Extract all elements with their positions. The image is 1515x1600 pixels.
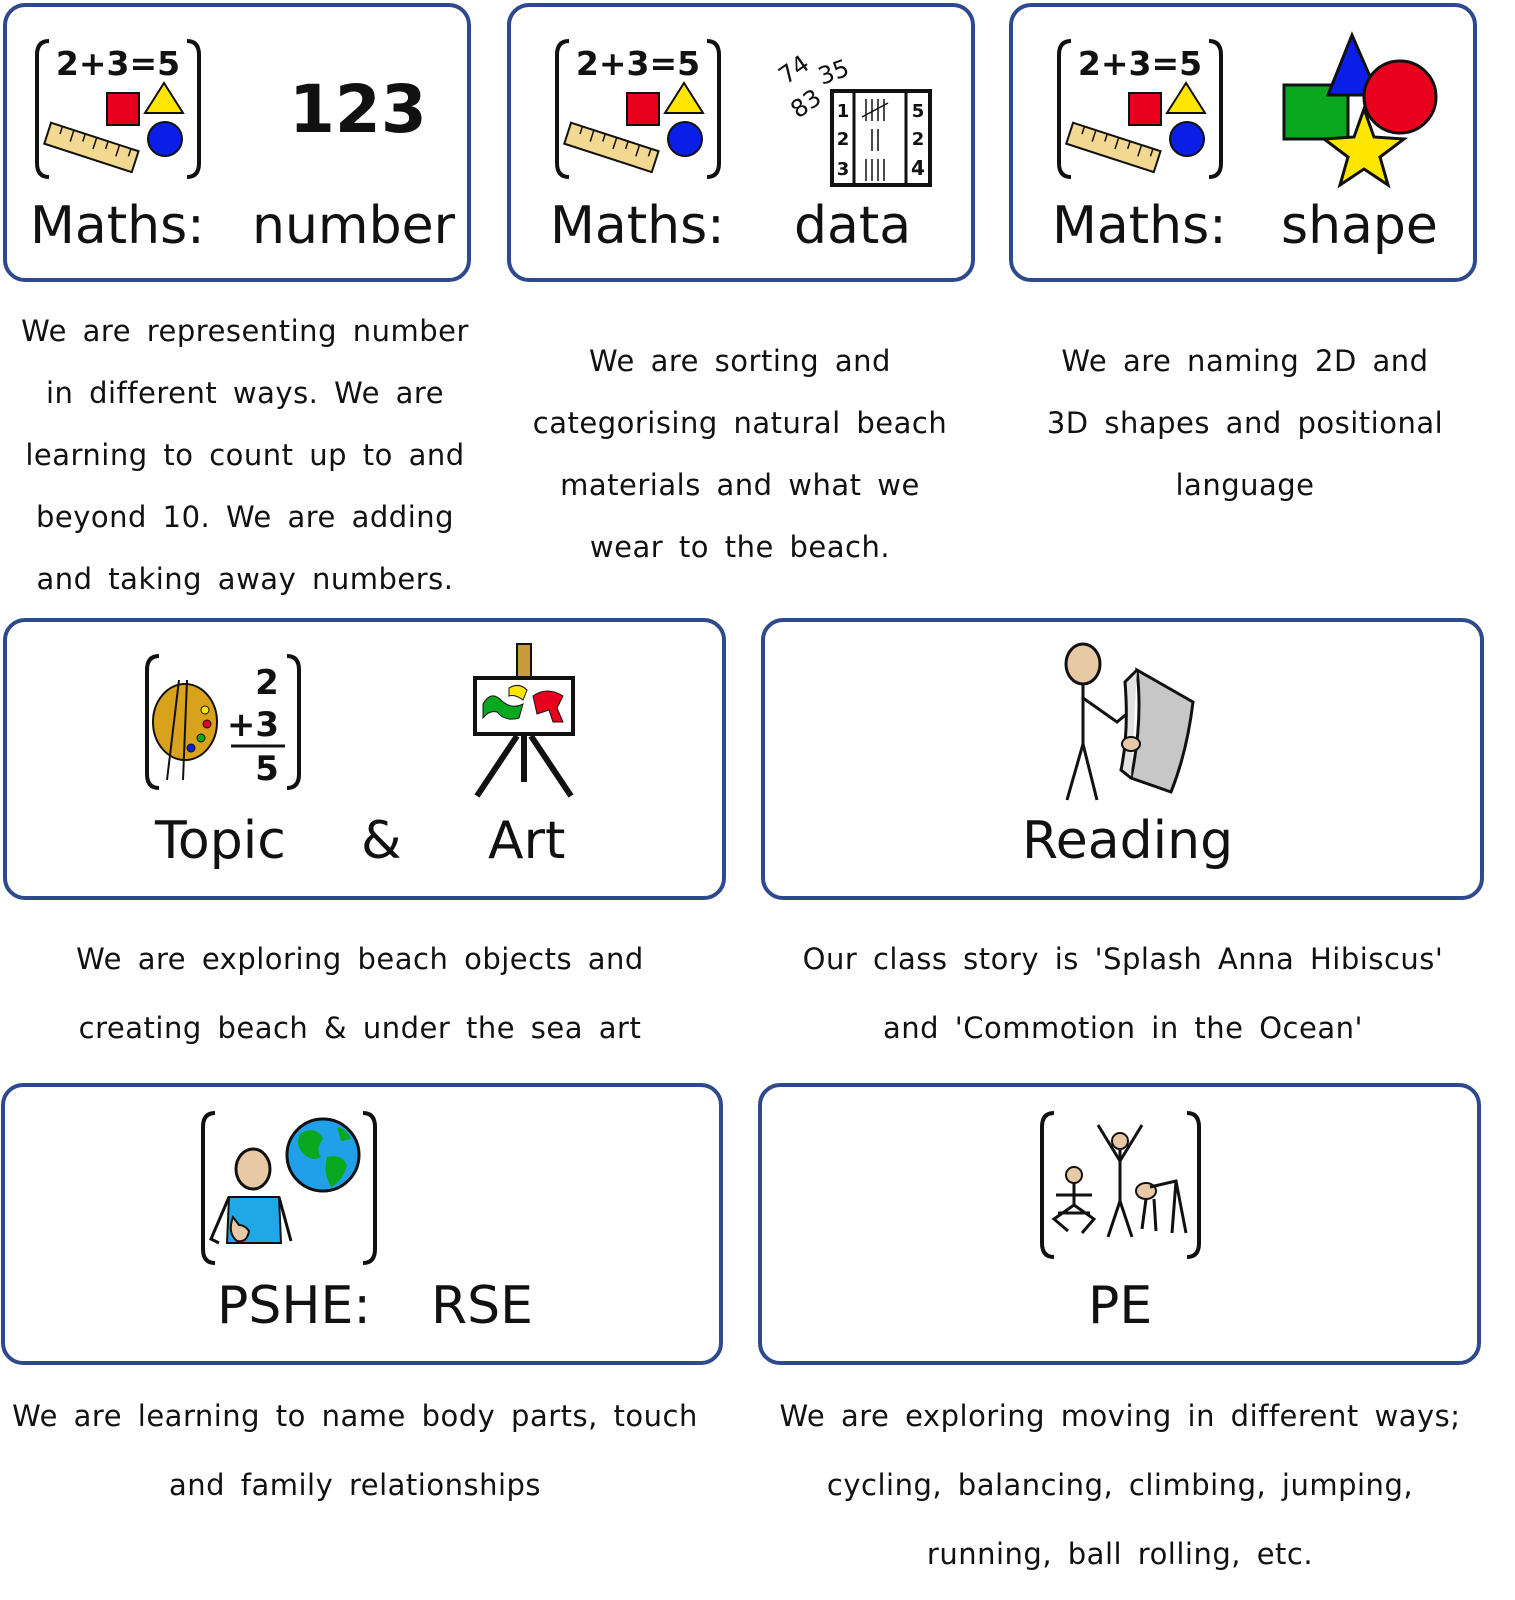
label-maths: Maths: — [30, 196, 205, 256]
description-line: wear to the beach. — [589, 530, 891, 564]
description-line: language — [1175, 468, 1315, 502]
scatter-number: 74 — [773, 49, 815, 90]
card-topic-art — [3, 618, 726, 900]
table-left-value: 2 — [836, 129, 850, 150]
description-line: learning to count up to and — [25, 438, 465, 472]
label-rse: RSE — [431, 1276, 533, 1336]
description-line: categorising natural beach — [532, 406, 948, 440]
maths-shape-description — [1005, 330, 1485, 516]
description-line: materials and what we — [560, 468, 920, 502]
pe-figures-icon — [1038, 1109, 1203, 1264]
maths-number-description — [5, 300, 485, 610]
label-art: Art — [488, 811, 566, 871]
sum-line: 5 — [255, 749, 279, 789]
label-pshe: PSHE: — [217, 1276, 371, 1336]
description-line: We are sorting and — [589, 344, 891, 378]
description-line: cycling, balancing, climbing, jumping, — [826, 1468, 1414, 1502]
shapes-icon — [1278, 29, 1448, 189]
maths-symbol-icon — [1055, 37, 1225, 187]
topic-symbol-icon — [143, 650, 303, 795]
label-shape: shape — [1281, 196, 1438, 256]
card-pshe-rse — [1, 1083, 723, 1365]
description-line: and 'Commotion in the Ocean' — [883, 1011, 1363, 1045]
table-right-value: 2 — [911, 129, 925, 150]
tally-chart-icon — [773, 47, 966, 192]
description-line: 3D shapes and positional — [1046, 406, 1444, 440]
description-line: beyond 10. We are adding — [35, 500, 455, 534]
table-right-value: 4 — [911, 156, 925, 180]
label-topic: Topic — [155, 811, 286, 871]
description-line: We are exploring moving in different ways; — [779, 1399, 1461, 1433]
label-reading: Reading — [1022, 811, 1234, 871]
maths-symbol-icon — [553, 37, 723, 187]
topic-art-description — [5, 925, 715, 1063]
pshe-person-globe-icon — [199, 1109, 379, 1269]
easel-art-icon — [469, 642, 579, 802]
label-pe: PE — [1088, 1276, 1153, 1336]
table-left-value: 3 — [836, 159, 850, 180]
description-line: Our class story is 'Splash Anna Hibiscus' — [802, 942, 1444, 976]
maths-sum-text: 2+3=5 — [575, 44, 701, 83]
description-line: We are learning to name body parts, touch — [12, 1399, 698, 1433]
description-line: We are representing number — [21, 314, 469, 348]
pe-description — [755, 1382, 1485, 1589]
description-line: We are exploring beach objects and — [76, 942, 644, 976]
card-maths-shape — [1009, 3, 1477, 282]
table-right-value: 5 — [911, 101, 925, 122]
label-number: number — [252, 196, 455, 256]
table-left-value: 1 — [836, 101, 850, 122]
maths-sum-text: 2+3=5 — [55, 44, 181, 83]
card-pe — [758, 1083, 1481, 1365]
big-number-123: 123 — [289, 71, 427, 148]
card-reading — [761, 618, 1484, 900]
reading-description — [760, 925, 1486, 1063]
label-data: data — [794, 196, 912, 256]
scatter-number: 35 — [814, 53, 853, 91]
sum-line: +3 — [226, 705, 280, 745]
pshe-description — [0, 1382, 710, 1520]
scatter-number: 83 — [785, 83, 827, 124]
description-line: We are naming 2D and — [1061, 344, 1429, 378]
description-line: and family relationships — [168, 1468, 542, 1502]
maths-symbol-icon — [33, 37, 203, 187]
maths-sum-text: 2+3=5 — [1077, 44, 1203, 83]
sum-line: 2 — [255, 663, 279, 703]
label-ampersand: & — [361, 811, 402, 871]
reading-person-icon — [1055, 642, 1215, 807]
card-maths-number — [3, 3, 471, 282]
description-line: creating beach & under the sea art — [78, 1011, 642, 1045]
description-line: running, ball rolling, etc. — [926, 1537, 1314, 1571]
maths-data-description — [505, 330, 975, 578]
label-maths: Maths: — [1052, 196, 1227, 256]
description-line: in different ways. We are — [45, 376, 445, 410]
description-line: and taking away numbers. — [36, 562, 454, 596]
card-maths-data — [507, 3, 975, 282]
label-maths: Maths: — [550, 196, 725, 256]
